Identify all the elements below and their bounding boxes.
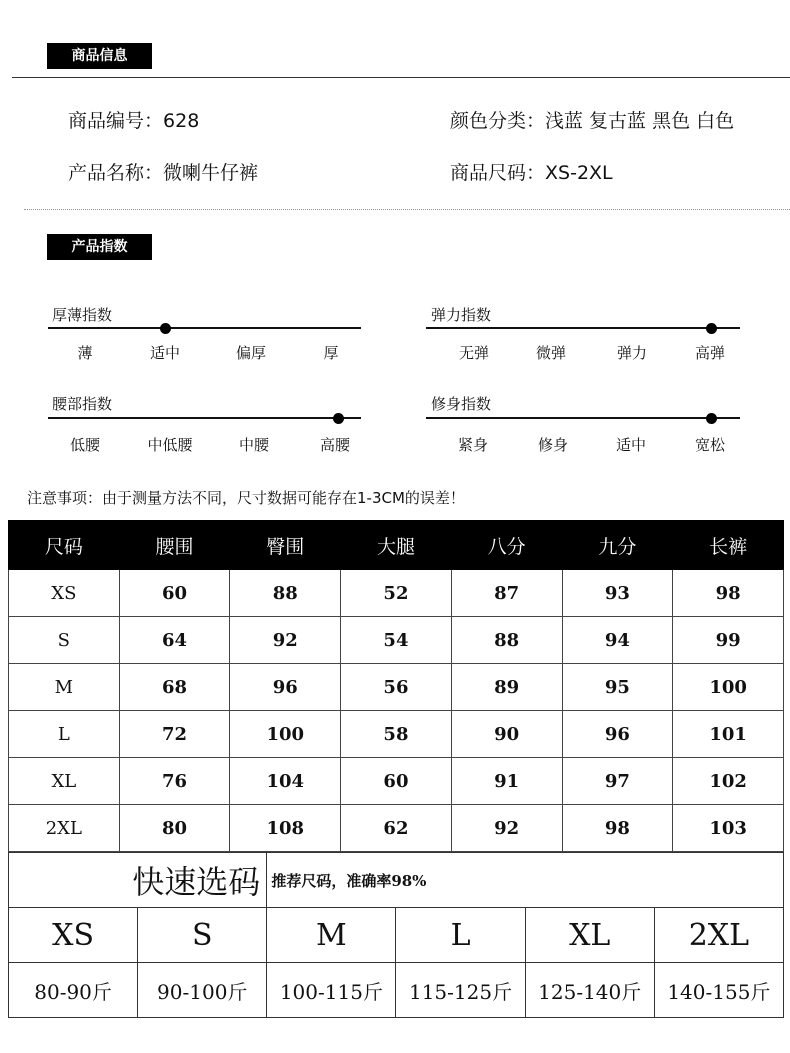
quick-weight-cell: 90-100斤 xyxy=(138,963,267,1018)
product-name-value: 微喇牛仔裤 xyxy=(163,162,259,184)
thickness-index-title: 厚薄指数 xyxy=(52,306,113,324)
table-cell: 54 xyxy=(341,617,452,664)
table-cell: 52 xyxy=(341,570,452,617)
quick-weight-cell: 125-140斤 xyxy=(525,963,654,1018)
table-cell: 62 xyxy=(341,805,452,852)
product-code xyxy=(68,106,199,133)
fit-index-track xyxy=(426,417,740,419)
dotted-divider xyxy=(24,209,790,210)
measurement-note: 注意事项：由于测量方法不同，尺寸数据可能存在1-3CM的误差！ xyxy=(27,489,465,507)
table-cell: 64 xyxy=(119,617,230,664)
elasticity-index-marker xyxy=(706,323,717,334)
table-cell: 96 xyxy=(562,711,673,758)
table-cell: 93 xyxy=(562,570,673,617)
waist-option: 高腰 xyxy=(319,436,350,454)
table-row xyxy=(9,570,784,617)
waist-option: 中低腰 xyxy=(147,436,193,454)
product-name-label: 产品名称： xyxy=(68,162,164,184)
fit-index-marker xyxy=(706,413,717,424)
table-cell: 101 xyxy=(673,711,784,758)
thickness-option: 薄 xyxy=(77,344,93,362)
fit-option: 紧身 xyxy=(457,436,488,454)
table-cell: 76 xyxy=(119,758,230,805)
product-index-tag: 产品指数 xyxy=(47,234,152,260)
fit-option: 修身 xyxy=(537,436,568,454)
table-cell: 80 xyxy=(119,805,230,852)
table-cell: 100 xyxy=(673,664,784,711)
elasticity-option: 微弹 xyxy=(535,344,566,362)
waist-index-track xyxy=(48,417,361,419)
table-cell: 88 xyxy=(451,617,562,664)
quick-weight-cell: 140-155斤 xyxy=(654,963,783,1018)
table-row xyxy=(9,664,784,711)
color-category xyxy=(450,106,734,133)
color-value: 浅蓝 复古蓝 黑色 白色 xyxy=(545,110,735,132)
quick-size-cell: M xyxy=(267,908,396,963)
elasticity-index-track xyxy=(426,327,740,329)
product-code-value: 628 xyxy=(163,110,200,132)
table-row xyxy=(9,711,784,758)
quick-size-cell: S xyxy=(138,908,267,963)
elasticity-option: 高弹 xyxy=(694,344,725,362)
table-cell: 88 xyxy=(230,570,341,617)
quick-size-cell: XS xyxy=(9,908,138,963)
table-cell: 72 xyxy=(119,711,230,758)
table-cell: 104 xyxy=(230,758,341,805)
table-row xyxy=(9,617,784,664)
table-cell: 103 xyxy=(673,805,784,852)
table-cell: 94 xyxy=(562,617,673,664)
table-cell: 60 xyxy=(341,758,452,805)
size-chart-table xyxy=(8,520,784,852)
thickness-index-track xyxy=(48,327,361,329)
table-cell: 89 xyxy=(451,664,562,711)
table-cell: 91 xyxy=(451,758,562,805)
quick-weight-cell: 100-115斤 xyxy=(267,963,396,1018)
product-size xyxy=(450,158,613,185)
quick-size-cell: 2XL xyxy=(654,908,783,963)
quick-title-row xyxy=(9,853,784,908)
quick-weight-row xyxy=(9,963,784,1018)
table-cell: 97 xyxy=(562,758,673,805)
table-cell: S xyxy=(9,617,120,664)
header-nine-tenths: 九分 xyxy=(562,521,673,570)
quick-weight-cell: 115-125斤 xyxy=(396,963,525,1018)
quick-size-row xyxy=(9,908,784,963)
table-cell: 98 xyxy=(562,805,673,852)
table-row xyxy=(9,758,784,805)
quick-size-table xyxy=(8,852,784,1018)
waist-index-marker xyxy=(333,413,344,424)
thickness-index-marker xyxy=(160,323,171,334)
product-name xyxy=(68,158,258,185)
product-info-tag: 商品信息 xyxy=(47,43,152,69)
fit-option: 适中 xyxy=(615,436,646,454)
table-row xyxy=(9,805,784,852)
elasticity-index-title: 弹力指数 xyxy=(431,306,492,324)
table-cell: 56 xyxy=(341,664,452,711)
section-divider xyxy=(12,77,790,78)
elasticity-option: 弹力 xyxy=(616,344,647,362)
table-cell: 68 xyxy=(119,664,230,711)
table-cell: 92 xyxy=(451,805,562,852)
quick-size-cell: XL xyxy=(525,908,654,963)
header-full-length: 长裤 xyxy=(673,521,784,570)
table-cell: 92 xyxy=(230,617,341,664)
product-size-label: 商品尺码： xyxy=(450,162,546,184)
table-cell: 98 xyxy=(673,570,784,617)
quick-weight-cell: 80-90斤 xyxy=(9,963,138,1018)
table-cell: M xyxy=(9,664,120,711)
elasticity-option: 无弹 xyxy=(458,344,489,362)
table-cell: 96 xyxy=(230,664,341,711)
waist-index-title: 腰部指数 xyxy=(52,395,113,413)
header-eight-tenths: 八分 xyxy=(451,521,562,570)
header-size: 尺码 xyxy=(9,521,120,570)
product-code-label: 商品编号： xyxy=(68,110,164,132)
quick-select-title: 快速选码 xyxy=(9,853,267,908)
fit-index-title: 修身指数 xyxy=(431,395,492,413)
table-cell: 2XL xyxy=(9,805,120,852)
header-hip: 臀围 xyxy=(230,521,341,570)
color-label: 颜色分类： xyxy=(450,110,546,132)
quick-recommend-text: 推荐尺码，准确率98% xyxy=(267,853,784,908)
table-cell: XS xyxy=(9,570,120,617)
table-cell: 100 xyxy=(230,711,341,758)
table-cell: 108 xyxy=(230,805,341,852)
fit-option: 宽松 xyxy=(694,436,725,454)
header-waist: 腰围 xyxy=(119,521,230,570)
table-cell: 58 xyxy=(341,711,452,758)
waist-option: 低腰 xyxy=(69,436,100,454)
thickness-option: 偏厚 xyxy=(235,344,266,362)
table-cell: 102 xyxy=(673,758,784,805)
thickness-option: 适中 xyxy=(149,344,180,362)
table-cell: 60 xyxy=(119,570,230,617)
thickness-option: 厚 xyxy=(323,344,339,362)
header-thigh: 大腿 xyxy=(341,521,452,570)
table-cell: 90 xyxy=(451,711,562,758)
table-cell: XL xyxy=(9,758,120,805)
table-cell: L xyxy=(9,711,120,758)
product-size-value: XS-2XL xyxy=(545,162,613,184)
quick-size-cell: L xyxy=(396,908,525,963)
table-cell: 95 xyxy=(562,664,673,711)
size-chart-header-row xyxy=(9,521,784,570)
table-cell: 99 xyxy=(673,617,784,664)
table-cell: 87 xyxy=(451,570,562,617)
waist-option: 中腰 xyxy=(238,436,269,454)
